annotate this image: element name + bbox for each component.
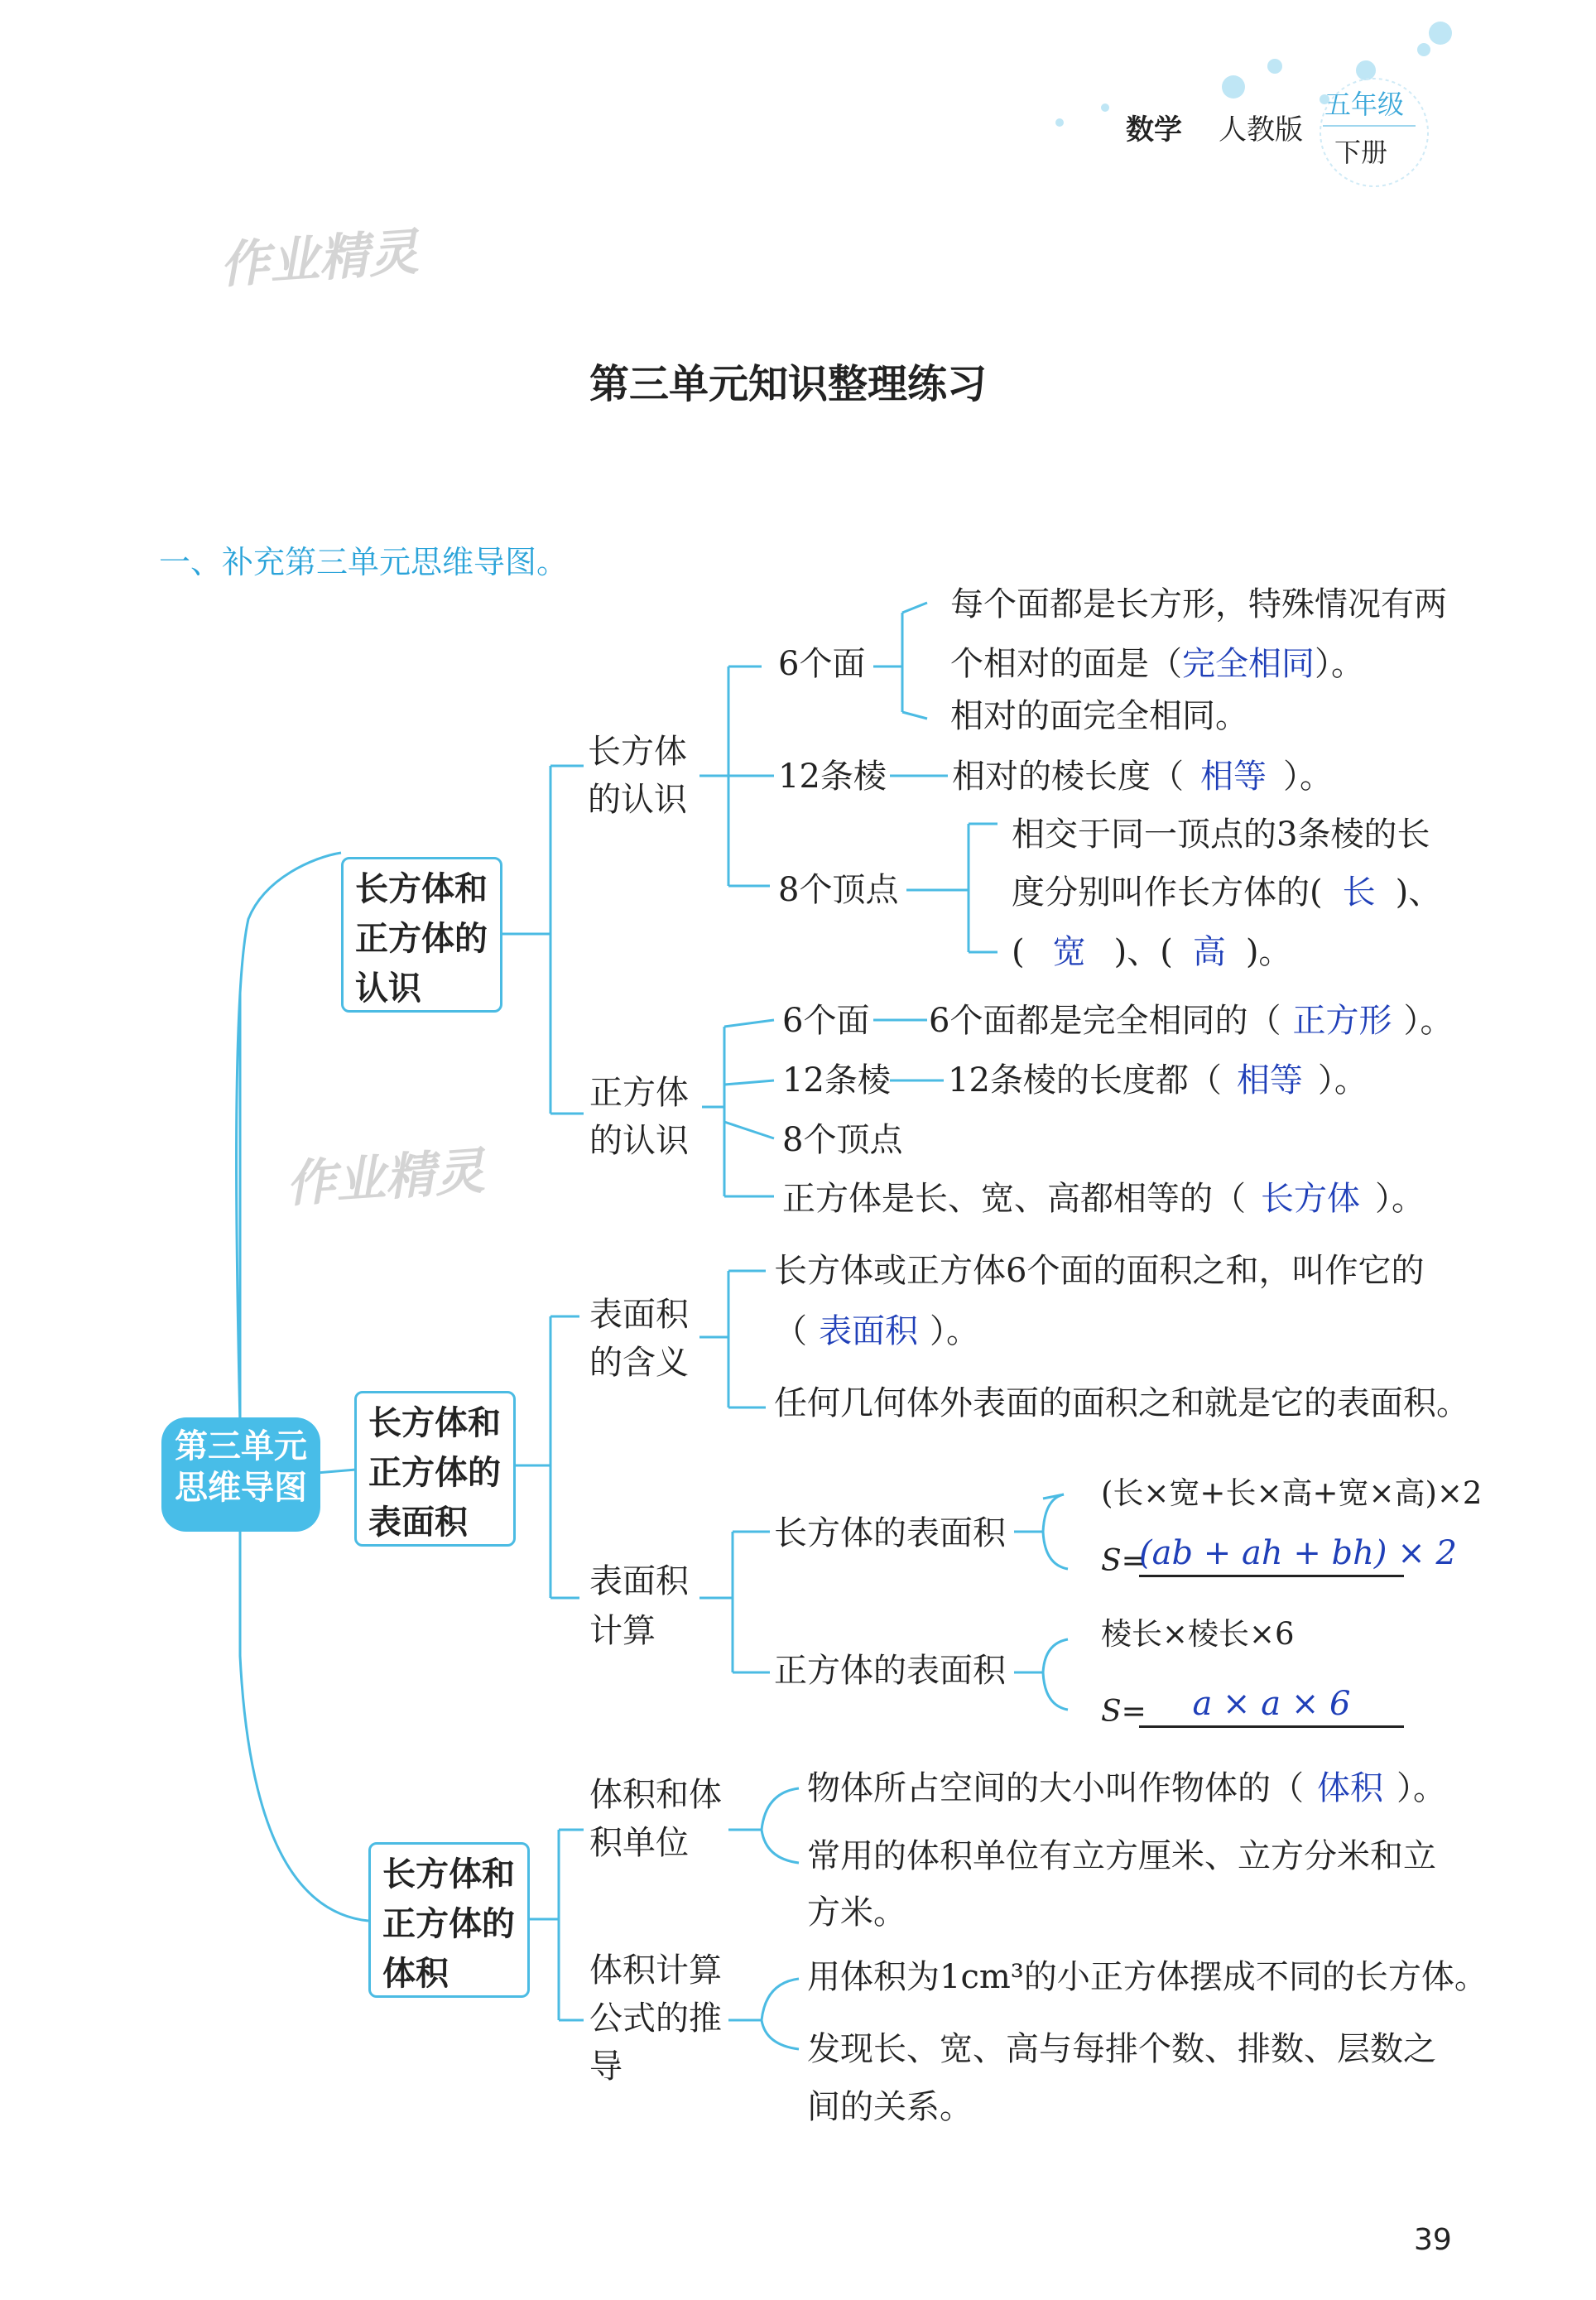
branch3-line-3: 体积 (382, 1954, 449, 1993)
root-line-1: 第三单元 (175, 1427, 307, 1465)
cuboid-faces-b: 相对的面完全相同。 (950, 697, 1248, 735)
cube-area-label: 正方体的表面积 (774, 1652, 1006, 1690)
header-grade: 五年级 (1324, 89, 1405, 120)
answer-cuboid-formula: (ab + ah + bh) × 2 (1139, 1534, 1457, 1572)
unit-b2: 方米。 (807, 1893, 906, 1932)
cuboid-label-2: 的认识 (588, 781, 687, 819)
cube-area-formula-2-prefix: S= (1101, 1695, 1147, 1729)
answer-identical: 完全相同 (1182, 645, 1315, 683)
answer-equal: 相等 (1200, 758, 1267, 796)
cuboid-area-label: 长方体的表面积 (774, 1514, 1006, 1552)
branch-surface-area-box (354, 1391, 516, 1547)
branch-recognition-box (341, 857, 502, 1013)
cube-faces: 6个面 (782, 1002, 870, 1040)
cuboid-area-formula-1: (长×宽+长×高+宽×高)×2 (1101, 1475, 1483, 1511)
header-subject: 数学 (1126, 113, 1182, 147)
cuboid-verts: 8个顶点 (778, 871, 899, 909)
branch2-line-2: 正方体的 (368, 1453, 501, 1492)
branch1-line-2: 正方体的 (355, 919, 488, 958)
cube-edges-a: 12条棱的长度都（ 相等 ）。 (948, 1061, 1368, 1099)
cube-relation: 正方体是长、宽、高都相等的（ 长方体 ）。 (782, 1180, 1425, 1218)
cuboid-edges-a: 相对的棱长度（ 相等 ）。 (952, 758, 1333, 796)
page-number: 39 (1414, 2223, 1452, 2257)
formula-a: 用体积为1cm³的小正方体摆成不同的长方体。 (807, 1958, 1488, 1996)
answer-surface-area: 表面积 (819, 1312, 918, 1350)
branch1-line-3: 认识 (355, 969, 421, 1008)
root-line-2: 思维导图 (175, 1468, 307, 1507)
answer-volume: 体积 (1317, 1769, 1383, 1807)
cube-edges: 12条棱 (782, 1061, 891, 1099)
header-volume: 下册 (1334, 137, 1388, 168)
cuboid-faces-a1: 每个面都是长方形，特殊情况有两 (950, 585, 1447, 623)
branch3-line-1: 长方体和 (382, 1855, 515, 1893)
meaning-a1: 长方体或正方体6个面的面积之和，叫作它的 (774, 1252, 1425, 1290)
answer-width: 宽 (1052, 933, 1086, 971)
cuboid-verts-a2: 度分别叫作长方体的( 长 )、 (1012, 873, 1442, 912)
cuboid-edges: 12条棱 (778, 758, 887, 796)
answer-cuboid: 长方体 (1261, 1180, 1360, 1218)
cuboid-verts-a3: ( 宽 )、( 高 )。 (1012, 933, 1292, 971)
calc-label-2: 计算 (589, 1612, 656, 1650)
cuboid-faces: 6个面 (778, 645, 866, 683)
branch2-line-1: 长方体和 (368, 1403, 501, 1442)
cube-faces-a: 6个面都是完全相同的（ 正方形 ）。 (929, 1002, 1454, 1040)
cube-verts: 8个顶点 (782, 1121, 903, 1159)
formula-label-1: 体积计算 (589, 1951, 722, 1990)
cube-area-formula-2 (1139, 1687, 1404, 1728)
header-edition: 人教版 (1219, 113, 1303, 147)
root-node (161, 1417, 320, 1532)
formula-label-3: 导 (589, 2047, 623, 2086)
cuboid-verts-a1: 相交于同一顶点的3条棱的长 (1012, 816, 1430, 854)
formula-label-2: 公式的推 (589, 1999, 722, 2038)
answer-length: 长 (1342, 873, 1376, 912)
unit-label-2: 积单位 (589, 1824, 689, 1862)
cube-label-2: 的认识 (589, 1122, 689, 1160)
unit-a: 物体所占空间的大小叫作物体的（ 体积 ）。 (807, 1769, 1446, 1807)
branch1-line-1: 长方体和 (355, 869, 488, 908)
answer-cube-formula: a × a × 6 (1192, 1685, 1351, 1723)
meaning-b: 任何几何体外表面的面积之和就是它的表面积。 (774, 1384, 1469, 1422)
meaning-label-2: 的含义 (589, 1344, 689, 1382)
branch2-line-3: 表面积 (368, 1503, 468, 1542)
unit-label-1: 体积和体 (589, 1776, 722, 1814)
cuboid-area-formula-2-prefix: S= (1101, 1544, 1147, 1578)
unit-b1: 常用的体积单位有立方厘米、立方分米和立 (807, 1837, 1436, 1875)
cuboid-label-1: 长方体 (588, 733, 687, 771)
answer-height: 高 (1192, 933, 1226, 971)
cuboid-faces-a2: 个相对的面是（完全相同）。 (950, 645, 1364, 683)
watermark-middle: 作业精灵 (284, 1142, 487, 1215)
cube-label-1: 正方体 (589, 1074, 689, 1112)
watermark-top: 作业精灵 (218, 223, 421, 296)
answer-square: 正方形 (1292, 1002, 1392, 1040)
meaning-label-1: 表面积 (589, 1296, 689, 1334)
calc-label-1: 表面积 (589, 1562, 689, 1600)
meaning-a2: （ 表面积 ）。 (774, 1312, 979, 1350)
section-heading: 一、补充第三单元思维导图。 (159, 544, 569, 580)
formula-b1: 发现长、宽、高与每排个数、排数、层数之 (807, 2030, 1436, 2068)
branch-volume-box (368, 1842, 530, 1998)
cube-area-formula-1: 棱长×棱长×6 (1101, 1616, 1295, 1652)
answer-cube-equal: 相等 (1236, 1061, 1303, 1099)
page-title: 第三单元知识整理练习 (589, 361, 988, 407)
branch3-line-2: 正方体的 (382, 1904, 515, 1943)
cuboid-area-formula-2 (1139, 1534, 1457, 1577)
formula-b2: 间的关系。 (807, 2088, 973, 2126)
